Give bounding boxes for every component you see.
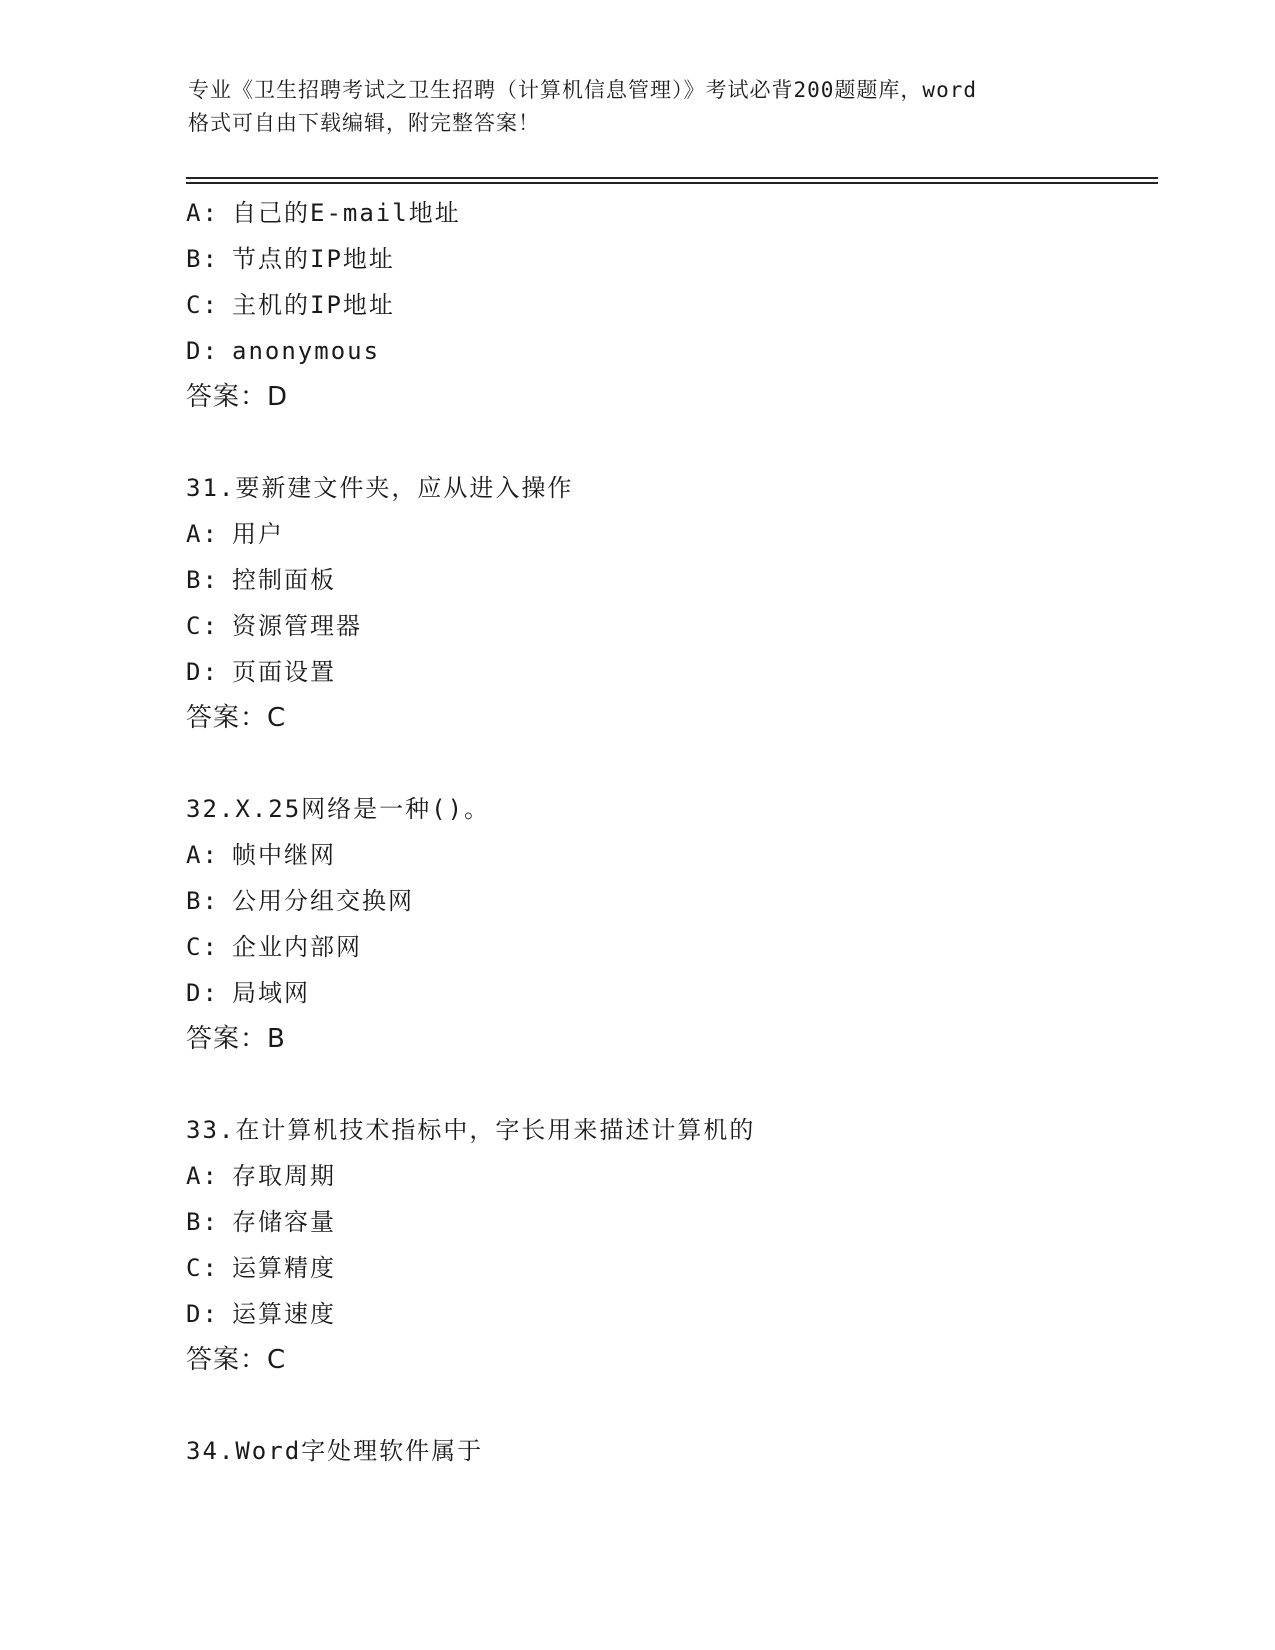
option-d: D: 局域网	[186, 979, 310, 1007]
document-header	[188, 74, 1088, 140]
answer-line: 答案：D	[186, 382, 289, 412]
option-a: A: 存取周期	[186, 1162, 336, 1190]
option-b: B: 存储容量	[186, 1208, 336, 1236]
question-block-32	[186, 786, 1146, 1062]
question-title: 32.X.25网络是一种()。	[186, 795, 491, 823]
header-divider-bottom	[186, 182, 1158, 184]
question-list	[186, 190, 1146, 1474]
option-c: C: 运算精度	[186, 1254, 336, 1282]
question-title: 34.Word字处理软件属于	[186, 1437, 484, 1465]
option-a: A: 自己的E-mail地址	[186, 199, 461, 227]
question-block-30	[186, 190, 1146, 420]
option-d: D: 运算速度	[186, 1300, 336, 1328]
header-line-2: 格式可自由下载编辑，附完整答案！	[188, 111, 540, 135]
answer-line: 答案：C	[186, 1345, 287, 1375]
spacer	[186, 741, 1146, 786]
option-c: C: 主机的IP地址	[186, 291, 395, 319]
option-b: B: 公用分组交换网	[186, 887, 414, 915]
option-b: B: 控制面板	[186, 566, 336, 594]
answer-line: 答案：C	[186, 703, 287, 733]
header-line-1: 专业《卫生招聘考试之卫生招聘（计算机信息管理）》考试必背200题题库，word	[188, 78, 977, 102]
question-block-31	[186, 465, 1146, 741]
question-block-33	[186, 1107, 1146, 1383]
question-title: 31.要新建文件夹，应从进入操作	[186, 474, 574, 502]
spacer	[186, 1383, 1146, 1428]
question-title: 33.在计算机技术指标中，字长用来描述计算机的	[186, 1116, 756, 1144]
question-block-34	[186, 1428, 1146, 1474]
spacer	[186, 420, 1146, 465]
option-a: A: 帧中继网	[186, 841, 336, 869]
option-c: C: 企业内部网	[186, 933, 362, 961]
spacer	[186, 1062, 1146, 1107]
header-divider-top	[186, 177, 1158, 179]
option-a: A: 用户	[186, 520, 284, 548]
option-d: D: anonymous	[186, 337, 381, 365]
option-c: C: 资源管理器	[186, 612, 362, 640]
option-d: D: 页面设置	[186, 658, 336, 686]
option-b: B: 节点的IP地址	[186, 245, 395, 273]
answer-line: 答案：B	[186, 1024, 286, 1054]
